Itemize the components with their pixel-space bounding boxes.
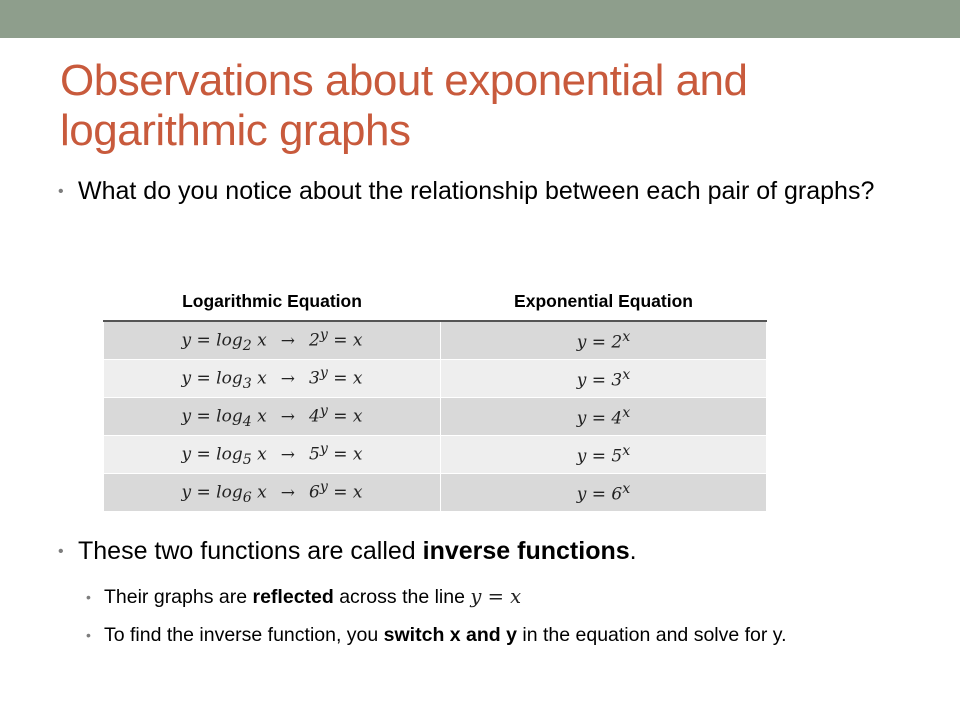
arrow-icon: →: [280, 368, 295, 389]
log-equation-cell: [104, 398, 441, 436]
sub1-bold: reflected: [252, 586, 334, 608]
exp-prefix: y =: [576, 484, 612, 505]
exp-left-base: 6: [309, 482, 320, 503]
exp-equation-cell: [441, 360, 767, 398]
exp-sup: x: [622, 404, 631, 421]
exp-prefix: y =: [576, 408, 612, 429]
table-row: [104, 436, 767, 474]
header-exponential: Exponential Equation: [441, 282, 767, 322]
log-equation-cell: [104, 321, 441, 360]
exp-left-base: 3: [309, 368, 320, 389]
statement-suffix: .: [629, 537, 637, 565]
exp-base: 6: [611, 484, 623, 505]
log-equation-cell: [104, 474, 441, 512]
exp-left-tail: = x: [327, 444, 363, 465]
bullet-question: [58, 176, 908, 248]
log-base: 6: [242, 490, 252, 507]
exp-sup: x: [622, 328, 631, 345]
bullet-dot: •: [58, 543, 64, 560]
top-accent-bar: [0, 0, 960, 38]
log-base: 2: [242, 338, 252, 355]
exp-sup: x: [622, 366, 631, 383]
log-base: 4: [242, 414, 252, 431]
sub-bullet-text: [104, 623, 914, 647]
sub2-prefix: To find the inverse function, you: [104, 624, 384, 646]
sub2-suffix: in the equation and solve for y.: [516, 624, 787, 646]
sub-bullet-reflected: [86, 585, 916, 611]
statement-prefix: These two functions are called: [78, 537, 423, 565]
table-row: [104, 398, 767, 436]
sub-bullet-dot: •: [86, 589, 91, 605]
exp-left-base: 2: [309, 330, 320, 351]
equation-table: [103, 281, 767, 512]
arrow-icon: →: [280, 444, 295, 465]
exp-left-sup: y: [319, 402, 328, 419]
exp-left-sup: y: [319, 326, 328, 343]
exp-left-tail: = x: [327, 482, 363, 503]
log-suffix: x: [251, 368, 267, 389]
exp-sup: x: [622, 480, 631, 497]
exp-prefix: y =: [576, 446, 612, 467]
sub1-math: y = x: [470, 585, 522, 608]
table-row: [104, 321, 767, 360]
statement-bold: inverse functions: [422, 537, 630, 565]
table-row: [104, 360, 767, 398]
sub1-prefix: Their graphs are: [104, 586, 253, 608]
exp-left-sup: y: [319, 440, 328, 457]
bullet-dot: •: [58, 183, 64, 200]
log-prefix: y = log: [181, 444, 243, 465]
exp-left-base: 4: [309, 406, 320, 427]
sub-bullet-text: [104, 585, 914, 609]
exp-left-base: 5: [309, 444, 320, 465]
log-prefix: y = log: [181, 330, 243, 351]
log-suffix: x: [251, 482, 267, 503]
exp-equation-cell: [441, 436, 767, 474]
equation-table-body: [104, 321, 767, 512]
exp-left-tail: = x: [327, 330, 363, 351]
arrow-icon: →: [280, 482, 295, 503]
exp-base: 4: [611, 408, 623, 429]
exp-equation-cell: [441, 321, 767, 360]
exp-sup: x: [622, 442, 631, 459]
slide-title: Observations about exponential and logarithmic graphs: [60, 56, 748, 155]
exp-left-tail: = x: [327, 406, 363, 427]
exp-left-tail: = x: [327, 368, 363, 389]
log-prefix: y = log: [181, 368, 243, 389]
log-equation-cell: [104, 360, 441, 398]
sub2-bold: switch x and y: [383, 624, 517, 646]
table-row: [104, 474, 767, 512]
log-suffix: x: [251, 330, 267, 351]
log-suffix: x: [251, 444, 267, 465]
log-base: 3: [242, 376, 252, 393]
exp-left-sup: y: [319, 478, 328, 495]
log-prefix: y = log: [181, 406, 243, 427]
log-base: 5: [242, 452, 252, 469]
log-suffix: x: [251, 406, 267, 427]
arrow-icon: →: [280, 330, 295, 351]
statement-text: [78, 536, 908, 567]
exp-prefix: y =: [576, 332, 612, 353]
exp-equation-cell: [441, 398, 767, 436]
bullet-statement: [58, 536, 908, 570]
arrow-icon: →: [280, 406, 295, 427]
exp-base: 2: [611, 332, 623, 353]
exp-base: 5: [611, 446, 623, 467]
exp-equation-cell: [441, 474, 767, 512]
exp-left-sup: y: [319, 364, 328, 381]
header-logarithmic: Logarithmic Equation: [104, 282, 441, 322]
sub1-mid: across the line: [333, 586, 471, 608]
sub-bullet-switch: [86, 623, 916, 675]
log-equation-cell: [104, 436, 441, 474]
question-text: What do you notice about the relationship between each pair of graphs?: [78, 177, 875, 205]
exp-prefix: y =: [576, 370, 612, 391]
log-prefix: y = log: [181, 482, 243, 503]
exp-base: 3: [611, 370, 623, 391]
sub-bullet-dot: •: [86, 627, 91, 643]
